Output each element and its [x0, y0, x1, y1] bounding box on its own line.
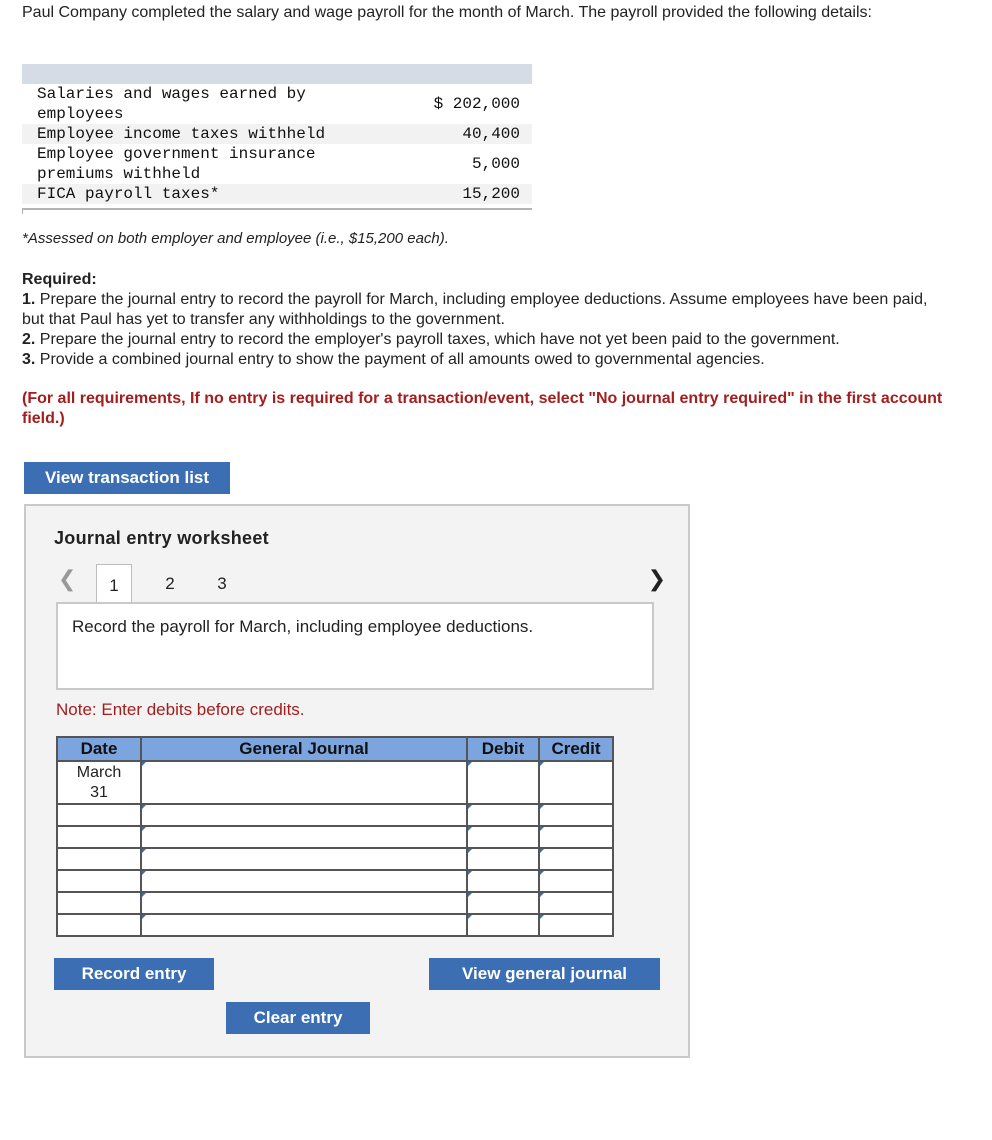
required-item-1: 1. Prepare the journal entry to record the payroll for March, including employee deductions. Assume employees have been paid, but that Paul has yet to transfer any withholdings to the government.: [22, 291, 928, 328]
row-label: Employee government insurance premiums withheld: [37, 145, 316, 183]
date-cell: [57, 870, 141, 892]
date-cell: [57, 848, 141, 870]
worksheet-pager: [56, 564, 666, 604]
date-cell: [57, 761, 141, 804]
account-input[interactable]: [141, 826, 467, 848]
date-cell: [57, 914, 141, 936]
table-row: [22, 124, 532, 144]
table-row: [22, 144, 532, 184]
debit-input[interactable]: [467, 761, 539, 804]
required-heading: Required:: [22, 271, 97, 288]
debit-input[interactable]: [467, 870, 539, 892]
table-row: [57, 761, 613, 804]
table-row: [57, 892, 613, 914]
instruction-box: [56, 602, 654, 690]
general-journal-table: [56, 736, 614, 937]
account-input[interactable]: [141, 892, 467, 914]
table-bottom-rule: [22, 208, 532, 214]
credit-input[interactable]: [539, 892, 613, 914]
table-row: [57, 870, 613, 892]
account-input[interactable]: [141, 848, 467, 870]
required-item-2: 2. Prepare the journal entry to record the employer's payroll taxes, which have not yet been paid to the government.: [22, 331, 840, 348]
table-row: [57, 914, 613, 936]
debit-input[interactable]: [467, 826, 539, 848]
requirements-note: (For all requirements, If no entry is required for a transaction/event, select "No journal entry required" in the first account field.): [22, 390, 943, 427]
payroll-details-table: [22, 64, 532, 214]
debit-input[interactable]: [467, 848, 539, 870]
required-section: [22, 270, 952, 370]
row-label: Salaries and wages earned by employees: [37, 85, 306, 123]
view-transaction-list-button[interactable]: View transaction list: [24, 462, 230, 494]
credit-input[interactable]: [539, 761, 613, 804]
date-month: March: [76, 764, 122, 781]
date-cell: [57, 892, 141, 914]
row-value: $ 202,000: [433, 95, 520, 113]
page-tab-3[interactable]: 3: [217, 574, 227, 593]
table-header-bar: [22, 64, 532, 84]
account-input[interactable]: [141, 914, 467, 936]
debit-input[interactable]: [467, 914, 539, 936]
credit-input[interactable]: [539, 848, 613, 870]
account-input[interactable]: [141, 761, 467, 804]
row-label: Employee income taxes withheld: [37, 125, 326, 143]
required-item-3: 3. Provide a combined journal entry to show the payment of all amounts owed to governmental agencies.: [22, 351, 765, 368]
table-row: [57, 804, 613, 826]
credit-input[interactable]: [539, 804, 613, 826]
table-row: [57, 826, 613, 848]
page-tab-2[interactable]: 2: [165, 574, 175, 593]
row-value: 5,000: [471, 155, 520, 173]
chevron-left-icon[interactable]: ❮: [58, 566, 77, 591]
clear-entry-button[interactable]: Clear entry: [226, 1002, 370, 1034]
worksheet-title: Journal entry worksheet: [54, 528, 269, 548]
footnote: *Assessed on both employer and employee (i.e., $15,200 each).: [22, 230, 449, 247]
table-row: [57, 848, 613, 870]
date-cell: [57, 804, 141, 826]
instruction-text: Record the payroll for March, including employee deductions.: [72, 617, 534, 636]
date-cell: [57, 826, 141, 848]
date-column-header: Date: [57, 737, 141, 761]
table-row: [22, 84, 532, 124]
credit-input[interactable]: [539, 914, 613, 936]
table-row: [22, 184, 532, 204]
row-label: FICA payroll taxes*: [37, 185, 220, 203]
debit-credit-note: Note: Enter debits before credits.: [56, 700, 305, 719]
debit-input[interactable]: [467, 892, 539, 914]
row-value: 40,400: [462, 125, 520, 143]
record-entry-button[interactable]: Record entry: [54, 958, 214, 990]
date-day: 31: [90, 784, 108, 801]
credit-column-header: Credit: [539, 737, 613, 761]
journal-entry-worksheet: [24, 504, 690, 1058]
debit-input[interactable]: [467, 804, 539, 826]
account-input[interactable]: [141, 804, 467, 826]
view-general-journal-button[interactable]: View general journal: [429, 958, 660, 990]
row-value: 15,200: [462, 185, 520, 203]
page-tab-1[interactable]: 1: [96, 564, 132, 606]
chevron-right-icon[interactable]: ❯: [647, 566, 666, 591]
journal-column-header: General Journal: [141, 737, 467, 761]
intro-text: Paul Company completed the salary and wage payroll for the month of March. The payroll provided the following details:: [22, 4, 872, 21]
account-input[interactable]: [141, 870, 467, 892]
credit-input[interactable]: [539, 826, 613, 848]
debit-column-header: Debit: [467, 737, 539, 761]
credit-input[interactable]: [539, 870, 613, 892]
